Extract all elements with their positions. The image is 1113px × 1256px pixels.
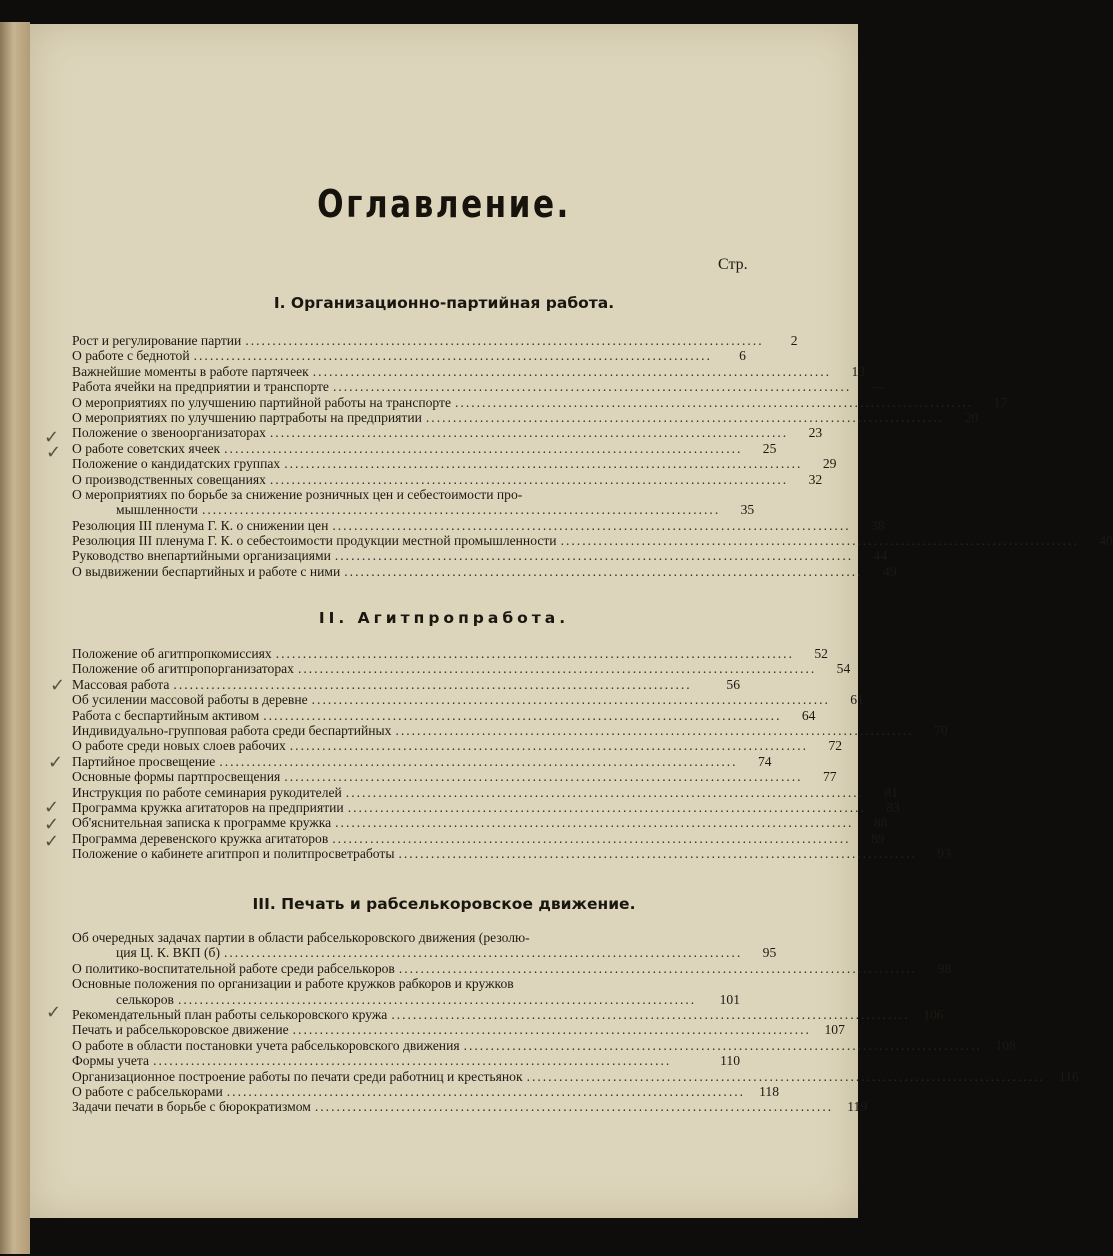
toc-entry[interactable]: Индивидуально-групповая работа среди беспартийных ................................................................................................ 70 [72,722,948,738]
toc-entry-title: О работе среди новых слоев рабочих [72,738,286,754]
toc-entry-page: 81 [884,784,899,800]
toc-entry-page: 25 [762,440,777,456]
toc-entry-title: О политико-воспитательной работе среди рабселькоров [72,960,395,976]
toc-entry[interactable]: Массовая работа ................................................................................................ 56 [72,676,740,692]
toc-entry-title: Организационное построение работы по печати среди работниц и крестьянок [72,1068,523,1084]
toc-entry[interactable]: Рост и регулирование партии ................................................................................................ 2 [72,333,798,348]
toc-entry-page: 44 [873,548,888,564]
toc-entry[interactable]: Положение об агитпропорганизаторах ................................................................................................ 54 [72,661,851,677]
toc-entry-title: Работа с беспартийным активом [72,707,260,723]
toc-entry-title: О работе с беднотой [72,348,190,364]
toc-section-1 [72,333,1113,579]
toc-entry-page: 108 [995,1037,1016,1053]
toc-entry[interactable]: Положение о кабинете агитпроп и политпросветработы ................................................................................................ 93 [72,846,951,862]
toc-entry[interactable] [72,930,740,945]
section-heading-1: I. Организационно-партийная работа. [273,294,615,312]
toc-entry-title: Положение об агитпропкомиссиях [72,646,272,661]
toc-entry[interactable]: Печать и рабселькоровское движение ................................................................................................ 107 [72,1022,845,1038]
section-heading-3: III. Печать и рабселькоровское движение. [252,895,636,913]
toc-entry-page: 2 [790,333,798,348]
pencil-checkmark-icon: ✓ [48,752,64,773]
toc-entry-page: 35 [740,502,755,518]
toc-entry-title: Положение о кандидатских группах [72,456,281,472]
toc-entry[interactable]: О мероприятиях по улучшению партийной работы на транспорте ................................................................................................ 17 [72,394,1008,410]
toc-entry-page: 52 [814,646,828,661]
toc-entry-title: селькоров [116,991,174,1007]
toc-entry-title: Задачи печати в борьбе с бюрократизмом [72,1099,311,1115]
toc-entry-title: Работа ячейки на предприятии и транспорте [72,379,329,395]
book-spine-edge [0,22,30,1254]
toc-entry-page: 49 [882,563,897,579]
toc-entry-title: Рост и регулирование партии [72,333,242,348]
toc-entry[interactable]: О политико-воспитательной работе среди рабселькоров ................................................................................................ 98 [72,960,952,976]
toc-entry[interactable]: Резолюция III пленума Г. К. о себестоимости продукции местной промышленности ................................................................................................ 40 [72,533,1113,549]
toc-entry[interactable]: О работе в области постановки учета рабселькоровского движения ................................................................................................ 108 [72,1037,1016,1053]
toc-entry[interactable]: О работе с рабселькорами ................................................................................................ 118 [72,1083,780,1099]
toc-entry-continuation[interactable]: селькоров ................................................................................................ 101 [116,991,740,1007]
toc-entry-title: Об очередных задачах партии в области рабселькоровского движения (резолю- [72,930,530,945]
toc-entry-page: 40 [1099,533,1113,549]
pencil-checkmark-icon: ✓ [44,797,60,818]
toc-entry[interactable]: Работа ячейки на предприятии и транспорте ................................................................................................ — [72,379,886,395]
toc-section-2 [72,646,951,862]
toc-entry-page: 6 [739,348,746,364]
pencil-checkmark-icon: ✓ [46,1002,62,1023]
toc-entry-title: Инструкция по работе семинария рукодителей [72,784,342,800]
toc-entry[interactable]: О работе советских ячеек ................................................................................................ 25 [72,440,777,456]
toc-entry-page: 13 [851,363,866,379]
toc-entry-title: Основные положения по организации и работе кружков рабкоров и кружков [72,976,514,992]
toc-entry-title: Основные формы партпросвещения [72,769,281,785]
toc-entry[interactable] [72,487,740,502]
toc-entry-page: 56 [726,676,740,692]
toc-entry-title: Партийное просвещение [72,753,216,769]
toc-entry-title: О работе с рабселькорами [72,1083,223,1099]
toc-entry[interactable]: Инструкция по работе семинария рукодителей ................................................................................................ 81 [72,784,899,800]
toc-entry-title: Руководство внепартийными организациями [72,548,331,564]
toc-entry-page: 61 [850,692,864,708]
toc-section-3 [72,930,1079,1115]
toc-entry-title: Положение о кабинете агитпроп и политпросветработы [72,846,395,862]
toc-entry-page: 38 [871,517,885,533]
toc-entry-title: Формы учета [72,1053,150,1069]
toc-entry-title: Положение об агитпропорганизаторах [72,661,294,677]
page-title: Оглавление. [317,182,571,226]
toc-entry[interactable]: Основные формы партпросвещения ................................................................................................ 77 [72,769,837,785]
toc-entry[interactable]: О производственных совещаниях ................................................................................................ 32 [72,471,823,487]
toc-entry[interactable]: Организационное построение работы по печати среди работниц и крестьянок ................................................................................................ 116 [72,1068,1079,1084]
toc-entry[interactable]: Об усилении массовой работы в деревне ................................................................................................ 61 [72,692,864,708]
toc-entry[interactable]: Партийное просвещение ................................................................................................ 74 [72,753,772,769]
toc-entry[interactable]: Положение о звеноорганизаторах ................................................................................................ 23 [72,425,823,441]
page-column-label: Стр. [718,256,748,273]
toc-entry[interactable]: Программа деревенского кружка агитаторов ................................................................................................ 89 [72,830,885,846]
toc-entry-title: О работе советских ячеек [72,440,221,456]
section-heading-2: II. Агитпропработа. [318,609,570,627]
toc-entry-page: 54 [836,661,851,677]
toc-entry-title: О мероприятиях по улучшению партийной работы на транспорте [72,394,452,410]
toc-entry-title: Программа кружка агитаторов на предприятии [72,799,344,815]
toc-entry[interactable]: О мероприятиях по улучшению партработы на предприятии ................................................................................................ 20 [72,409,979,425]
toc-entry[interactable]: Об'яснительная записка к программе кружка ................................................................................................ 88 [72,815,888,831]
pencil-checkmark-icon: ✓ [46,442,62,463]
toc-entry[interactable]: Руководство внепартийными организациями ................................................................................................ 44 [72,548,888,564]
toc-entry-title: О мероприятиях по борьбе за снижение розничных цен и себестоимости про- [72,486,523,502]
toc-entry-title: ция Ц. К. ВКП (б) [116,945,220,961]
toc-entry-title: О мероприятиях по улучшению партработы на предприятии [72,409,422,425]
toc-entry[interactable]: Задачи печати в борьбе с бюрократизмом ................................................................................................ 119 [72,1099,868,1115]
toc-entry[interactable]: Формы учета ................................................................................................ 110 [72,1053,740,1069]
toc-entry-continuation[interactable]: ция Ц. К. ВКП (б) ................................................................................................ 95 [116,945,777,961]
toc-entry-page: 118 [759,1083,780,1099]
toc-entry[interactable]: О работе с беднотой ................................................................................................ 6 [72,348,746,364]
toc-entry[interactable]: Резолюция III пленума Г. К. о снижении цен ................................................................................................ 38 [72,517,885,533]
toc-entry[interactable]: Важнейшие моменты в работе партячеек ................................................................................................ 13 [72,363,866,379]
pencil-checkmark-icon: ✓ [44,427,60,448]
toc-entry-title: Массовая работа [72,676,170,692]
toc-entry-page: 74 [757,753,772,769]
toc-entry[interactable]: Положение о кандидатских группах ................................................................................................ 29 [72,456,837,472]
toc-entry-page: 110 [720,1053,740,1069]
toc-entry-title: мышленности [116,502,198,518]
toc-entry[interactable]: О работе среди новых слоев рабочих ................................................................................................ 72 [72,738,843,754]
toc-entry-page: 88 [873,815,888,831]
toc-entry-page: 64 [801,707,816,723]
toc-entry-title: Программа деревенского кружка агитаторов [72,830,329,846]
toc-entry-page: 29 [822,456,837,472]
toc-entry-title: Резолюция III пленума Г. К. о снижении цен [72,517,329,533]
toc-entry-title: Положение о звеноорганизаторах [72,425,266,441]
toc-entry-page: 116 [1058,1068,1079,1084]
toc-entry-page: 23 [808,425,823,441]
toc-entry[interactable]: Положение об агитпропкомиссиях ................................................................................................ 52 [72,646,828,661]
toc-entry-title: Индивидуально-групповая работа среди беспартийных [72,722,392,738]
toc-entry-page: 106 [923,1006,944,1022]
toc-entry-page: 93 [937,846,951,862]
toc-entry-title: Резолюция III пленума Г. К. о себестоимости продукции местной промышленности [72,533,557,549]
toc-entry-title: О работе в области постановки учета рабселькоровского движения [72,1037,460,1053]
toc-entry-title: О производственных совещаниях [72,471,266,487]
toc-entry-page: 77 [822,769,837,785]
toc-entry-continuation[interactable]: мышленности ................................................................................................ 35 [116,502,755,518]
toc-entry-page: 17 [993,394,1008,410]
toc-entry[interactable]: Работа с беспартийным активом ................................................................................................ 64 [72,707,816,723]
toc-entry-page: 101 [719,991,740,1007]
toc-entry-page: 83 [886,799,900,815]
toc-entry-page: — [871,379,886,395]
toc-entry-title: Рекомендательный план работы селькоровского кружа [72,1006,388,1022]
toc-entry-page: 70 [934,722,948,738]
toc-entry[interactable] [72,976,740,991]
toc-entry-page: 89 [870,830,885,846]
toc-entry-page: 119 [847,1099,868,1115]
toc-entry[interactable]: Программа кружка агитаторов на предприятии ................................................................................................ 83 [72,799,900,815]
toc-entry-title: Об усилении массовой работы в деревне [72,692,308,708]
toc-entry-page: 32 [808,471,823,487]
toc-entry-title: Важнейшие моменты в работе партячеек [72,363,309,379]
toc-entry-page: 98 [937,960,952,976]
toc-entry[interactable]: Рекомендательный план работы селькоровского кружа ................................................................................................ 106 [72,1006,944,1022]
toc-entry-page: 95 [762,945,777,961]
toc-entry-title: Об'яснительная записка к программе кружка [72,815,332,831]
toc-entry-title: Печать и рабселькоровское движение [72,1022,289,1038]
document-page [30,24,1113,1218]
pencil-checkmark-icon: ✓ [44,814,60,835]
toc-entry-page: 20 [964,409,979,425]
pencil-checkmark-icon: ✓ [50,675,66,696]
toc-entry-page: 72 [828,738,843,754]
toc-entry[interactable]: О выдвижении беспартийных и работе с ними ................................................................................................ 49 [72,563,897,579]
toc-entry-title: О выдвижении беспартийных и работе с ними [72,563,341,579]
toc-entry-page: 107 [824,1022,845,1038]
pencil-checkmark-icon: ✓ [44,831,60,852]
